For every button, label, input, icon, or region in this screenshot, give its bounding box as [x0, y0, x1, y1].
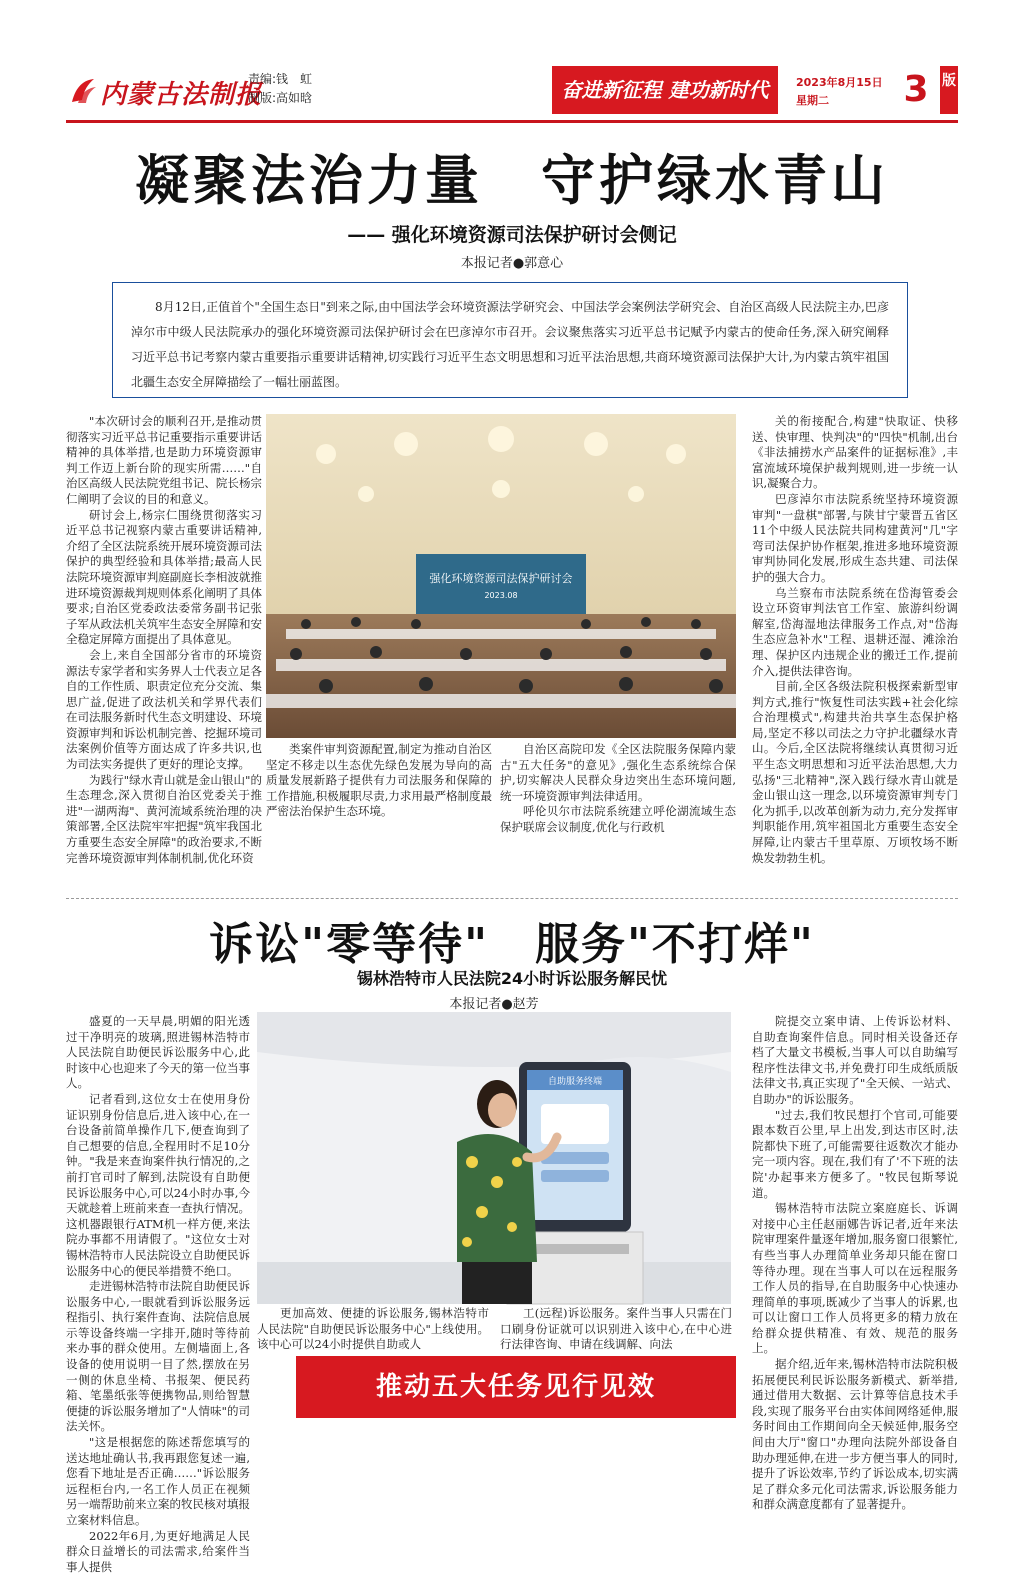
article2-col-mid1 [257, 1306, 489, 1356]
bottom-banner: 推动五大任务见行见效 [296, 1356, 736, 1418]
kiosk-screen-label: 自助服务终端 [547, 1077, 603, 1087]
header-rule [66, 120, 958, 123]
article2-col-left [66, 1014, 250, 1574]
paragraph: 巴彦淖尔市法院系统坚持环境资源审判"一盘棋"部署,与陕甘宁蒙晋五省区11个中级人民法院共同构建黄河"几"字弯司法保护协作框架,推进多地环境资源审判协同化发展,形成生态共建、司法保护的强大合力。 [752, 491, 958, 584]
paragraph: 走进锡林浩特市法院自助便民诉讼服务中心,一眼就看到诉讼服务远程指引、执行案件查询、法院信息展示等设备终端一字排开,随时等待前来办事的群众使用。左侧墙面上,各设备的使用说明一目了然,摆放在另一侧的休息坐椅、书报架、便民药箱、笔墨纸张等便携物品,则给智慧便捷的诉讼服务增加了"人情味"的司法关怀。 [66, 1279, 250, 1434]
page-number: 3 [903, 69, 929, 110]
paragraph: 呼伦贝尔市法院系统建立呼伦湖流域生态保护联席会议制度,优化与行政机 [500, 804, 736, 834]
article1-byline: 本报记者●郭意心 [460, 256, 564, 271]
paragraph: 盛夏的一天早晨,明媚的阳光透过干净明亮的玻璃,照进锡林浩特市人民法院自助便民诉讼服务中心,此时该中心也迎来了今天的第一位当事人。 [66, 1014, 250, 1091]
weekday-text: 星期二 [796, 94, 829, 107]
issue-date [796, 74, 883, 110]
paragraph: 乌兰察布市法院系统在岱海管委会设立环资审判法官工作室、旅游纠纷调解室,岱海湿地法律服务工作点,对"岱海生态应急补水"工程、退耕还湿、滩涂治理、保护区内违规企业的搬迁工作,提前介入,提供法律咨询。 [752, 585, 958, 678]
article1-col-mid1 [266, 742, 492, 892]
logo-emblem-icon [68, 76, 98, 106]
article1-intro-box: 8月12日,正值首个"全国生态日"到来之际,由中国法学会环境资源法学研究会、中国法学会案例法学研究会、自治区高级人民法院主办,巴彦淖尔市中级人民法院承办的强化环境资源司法保护研讨会在巴彦淖尔市召开。会议聚焦落实习近平总书记赋予内蒙古的使命任务,深入研究阐释习近平总书记考察内蒙古重要指示重要讲话精神,切实践行习近平生态文明思想和习近平法治思想,共商环境资源司法保护大计,为内蒙古筑牢祖国北疆生态安全屏障描绘了一幅壮丽蓝图。 [112, 282, 908, 398]
article2-col-mid2 [500, 1306, 732, 1356]
article2-subtitle: 锡林浩特市人民法院24小时诉讼服务解民忧 [356, 969, 668, 988]
paragraph: 为践行"绿水青山就是金山银山"的生态理念,深入贯彻自治区党委关于推进"一湖两海"、黄河流域系统治理的决策部署,全区法院牢牢把握"筑牢我国北方重要生态安全屏障"的政治要求,不断完善环境资源审判体制机制,优化环资 [66, 772, 262, 865]
page-label: 版 [940, 66, 958, 114]
paragraph: 锡林浩特市法院立案庭庭长、诉调对接中心主任赵丽娜告诉记者,近年来法院审理案件量逐年增加,服务窗口很繁忙,有些当事人办理简单业务却只能在窗口等待办理。现在当事人可以在远程服务工作人员的指导,在自助服务中心快速办理简单的事项,既减少了当事人的诉累,也可以让窗口工作人员将更多的精力放在给群众提供精准、有效、规范的服务上。 [752, 1201, 958, 1356]
paragraph: 研讨会上,杨宗仁围绕贯彻落实习近平总书记视察内蒙古重要讲话精神,介绍了全区法院系统开展环境资源司法保护的典型经验和具体举措;最高人民法院环境资源审判庭副庭长李相波就推进环境资源裁判规则体系化阐明了具体要求;自治区党委政法委常务副书记张子军从政法机关筑牢生态安全屏障和安全稳定屏障方面提出了具体意见。 [66, 507, 262, 647]
logo-text: 内蒙古法制报 [100, 80, 263, 110]
article1-col-left [66, 414, 262, 912]
paragraph: "本次研讨会的顺利召开,是推动贯彻落实习近平总书记重要指示重要讲话精神的具体举措,也是助力环境资源审判工作迈上新台阶的现实所需……"自治区高级人民法院党组书记、院长杨宗仁阐明了会议的目的和意义。 [66, 414, 262, 506]
article1-title: 凝聚法治力量 守护绿水青山 [135, 148, 889, 212]
producer-label: 制版:高如晗 [248, 91, 313, 105]
article1-col-right [752, 414, 958, 894]
date-text: 2023年8月15日 [796, 76, 883, 89]
article-separator [66, 898, 958, 899]
slogan-banner: 奋进新征程 建功新时代 [552, 66, 778, 114]
editor-credits [248, 70, 312, 108]
photo-stage-date: 2023.08 [484, 591, 518, 600]
paragraph: 记者看到,这位女士在使用身份证识别身份信息后,进入该中心,在一台设备前简单操作几下,便查询到了自己想要的信息,全程用时不足10分钟。"我是来查询案件执行情况的,之前打官司时了解到,法院设有自助便民诉讼服务中心,可以24小时办事,今天就趁着上班前来查一查执行情况。这机器跟银行ATM机一样方便,来法院办事都不用请假了。"这位女士对锡林浩特市人民法院设立自助便民诉讼服务中心的便民举措赞不绝口。 [66, 1091, 250, 1278]
paragraph: 更加高效、便捷的诉讼服务,锡林浩特市人民法院"自助便民诉讼服务中心"上线使用。该中心可以24小时提供自助或人 [257, 1306, 489, 1352]
article1-col-mid2 [500, 742, 736, 892]
article1-subtitle: —— 强化环境资源司法保护研讨会侧记 [347, 224, 677, 246]
editor-label: 责编:钱 虹 [248, 72, 313, 86]
newspaper-logo [68, 70, 263, 116]
paragraph: 院提交立案申请、上传诉讼材料、自助查询案件信息。同时相关设备还存档了大量文书模板,当事人可以自助编写程序性法律文书,并免费打印生成纸质版法律文书,真正实现了"全天候、一站式、自助办"的诉讼服务。 [752, 1014, 958, 1106]
paragraph: 自治区高院印发《全区法院服务保障内蒙古"五大任务"的意见》,强化生态系统综合保护,切实解决人民群众身边突出生态环境问题,统一环境资源审判法律适用。 [500, 742, 736, 803]
paragraph: "过去,我们牧民想打个官司,可能要跟本数百公里,早上出发,到达市区时,法院都快下班了,可能需要往返数次才能办完一项内容。现在,我们有了'不下班的法院'办起事来方便多了。"牧民包斯琴说道。 [752, 1107, 958, 1200]
article2-byline: 本报记者●赵芳 [449, 997, 539, 1012]
paragraph: "这是根据您的陈述帮您填写的送达地址确认书,我再跟您复述一遍,您看下地址是否正确……"诉讼服务远程柜台内,一名工作人员正在视频另一端帮助前来立案的牧民核对填报立案材料信息。 [66, 1435, 250, 1527]
paragraph: 关的衔接配合,构建"快取证、快移送、快审理、快判决"的"四快"机制,出台《非法捕捞水产品案件的证据标准》,丰富流域环境保护裁判规则,进一步统一认识,凝聚合力。 [752, 414, 958, 491]
paragraph: 工(远程)诉讼服务。案件当事人只需在门口刷身份证就可以识别进入该中心,在中心进行法律咨询、申请在线调解、向法 [500, 1306, 732, 1352]
article2-col-right [752, 1014, 958, 1512]
paragraph: 2022年6月,为更好地满足人民群众日益增长的司法需求,给案件当事人提供 [66, 1528, 250, 1574]
article2-title: 诉讼"零等待" 服务"不打烊" [209, 919, 815, 970]
paragraph: 会上,来自全国部分省市的环境资源法专家学者和实务界人士代表立足各自的工作性质、职责定位充分交流、集思广益,促进了政法机关和学界代表们在司法服务新时代生态文明建设、环境资源审判和诉讼机制完善、挖掘环境司法案例价值等方面达成了许多共识,也为司法实务提供了更好的理论支撑。 [66, 647, 262, 772]
kiosk-photo [257, 1012, 731, 1304]
conference-photo [266, 414, 736, 738]
paragraph: 据介绍,近年来,锡林浩特市法院积极拓展便民利民诉讼服务新模式、新举措,通过借用大数据、云计算等信息技术手段,实现了服务平台由实体间网络延伸,服务时间由工作期间向全天候延伸,服务空间由大厅"窗口"办理向法院外部设备自助办理延伸,在进一步方便当事人的同时,提升了诉讼效率,节约了诉讼成本,切实满足了群众多元化司法需求,诉讼服务能力和群众满意度都有了显著提升。 [752, 1357, 958, 1512]
paragraph: 类案件审判资源配置,制定为推动自治区坚定不移走以生态优先绿色发展为导向的高质量发展新路子提供有力司法服务和保障的工作措施,积极履职尽责,力求用最严格制度最严密法治保护生态环境。 [266, 742, 492, 819]
paragraph: 目前,全区各级法院积极探索新型审判方式,推行"恢复性司法实践+社会化综合治理模式",构建共治共享生态保护格局,坚定不移以司法之力守护北疆绿水青山。今后,全区法院将继续认真贯彻习近平生态文明思想和习近平法治思想,大力弘扬"三北精神",深入践行绿水青山就是金山银山这一理念,以环境资源审判专门化为抓手,以改革创新为动力,充分发挥审判职能作用,筑牢祖国北方重要生态安全屏障,让内蒙古千里草原、万顷牧场不断焕发勃勃生机。 [752, 679, 958, 865]
photo-stage-banner: 强化环境资源司法保护研讨会 [429, 572, 573, 585]
